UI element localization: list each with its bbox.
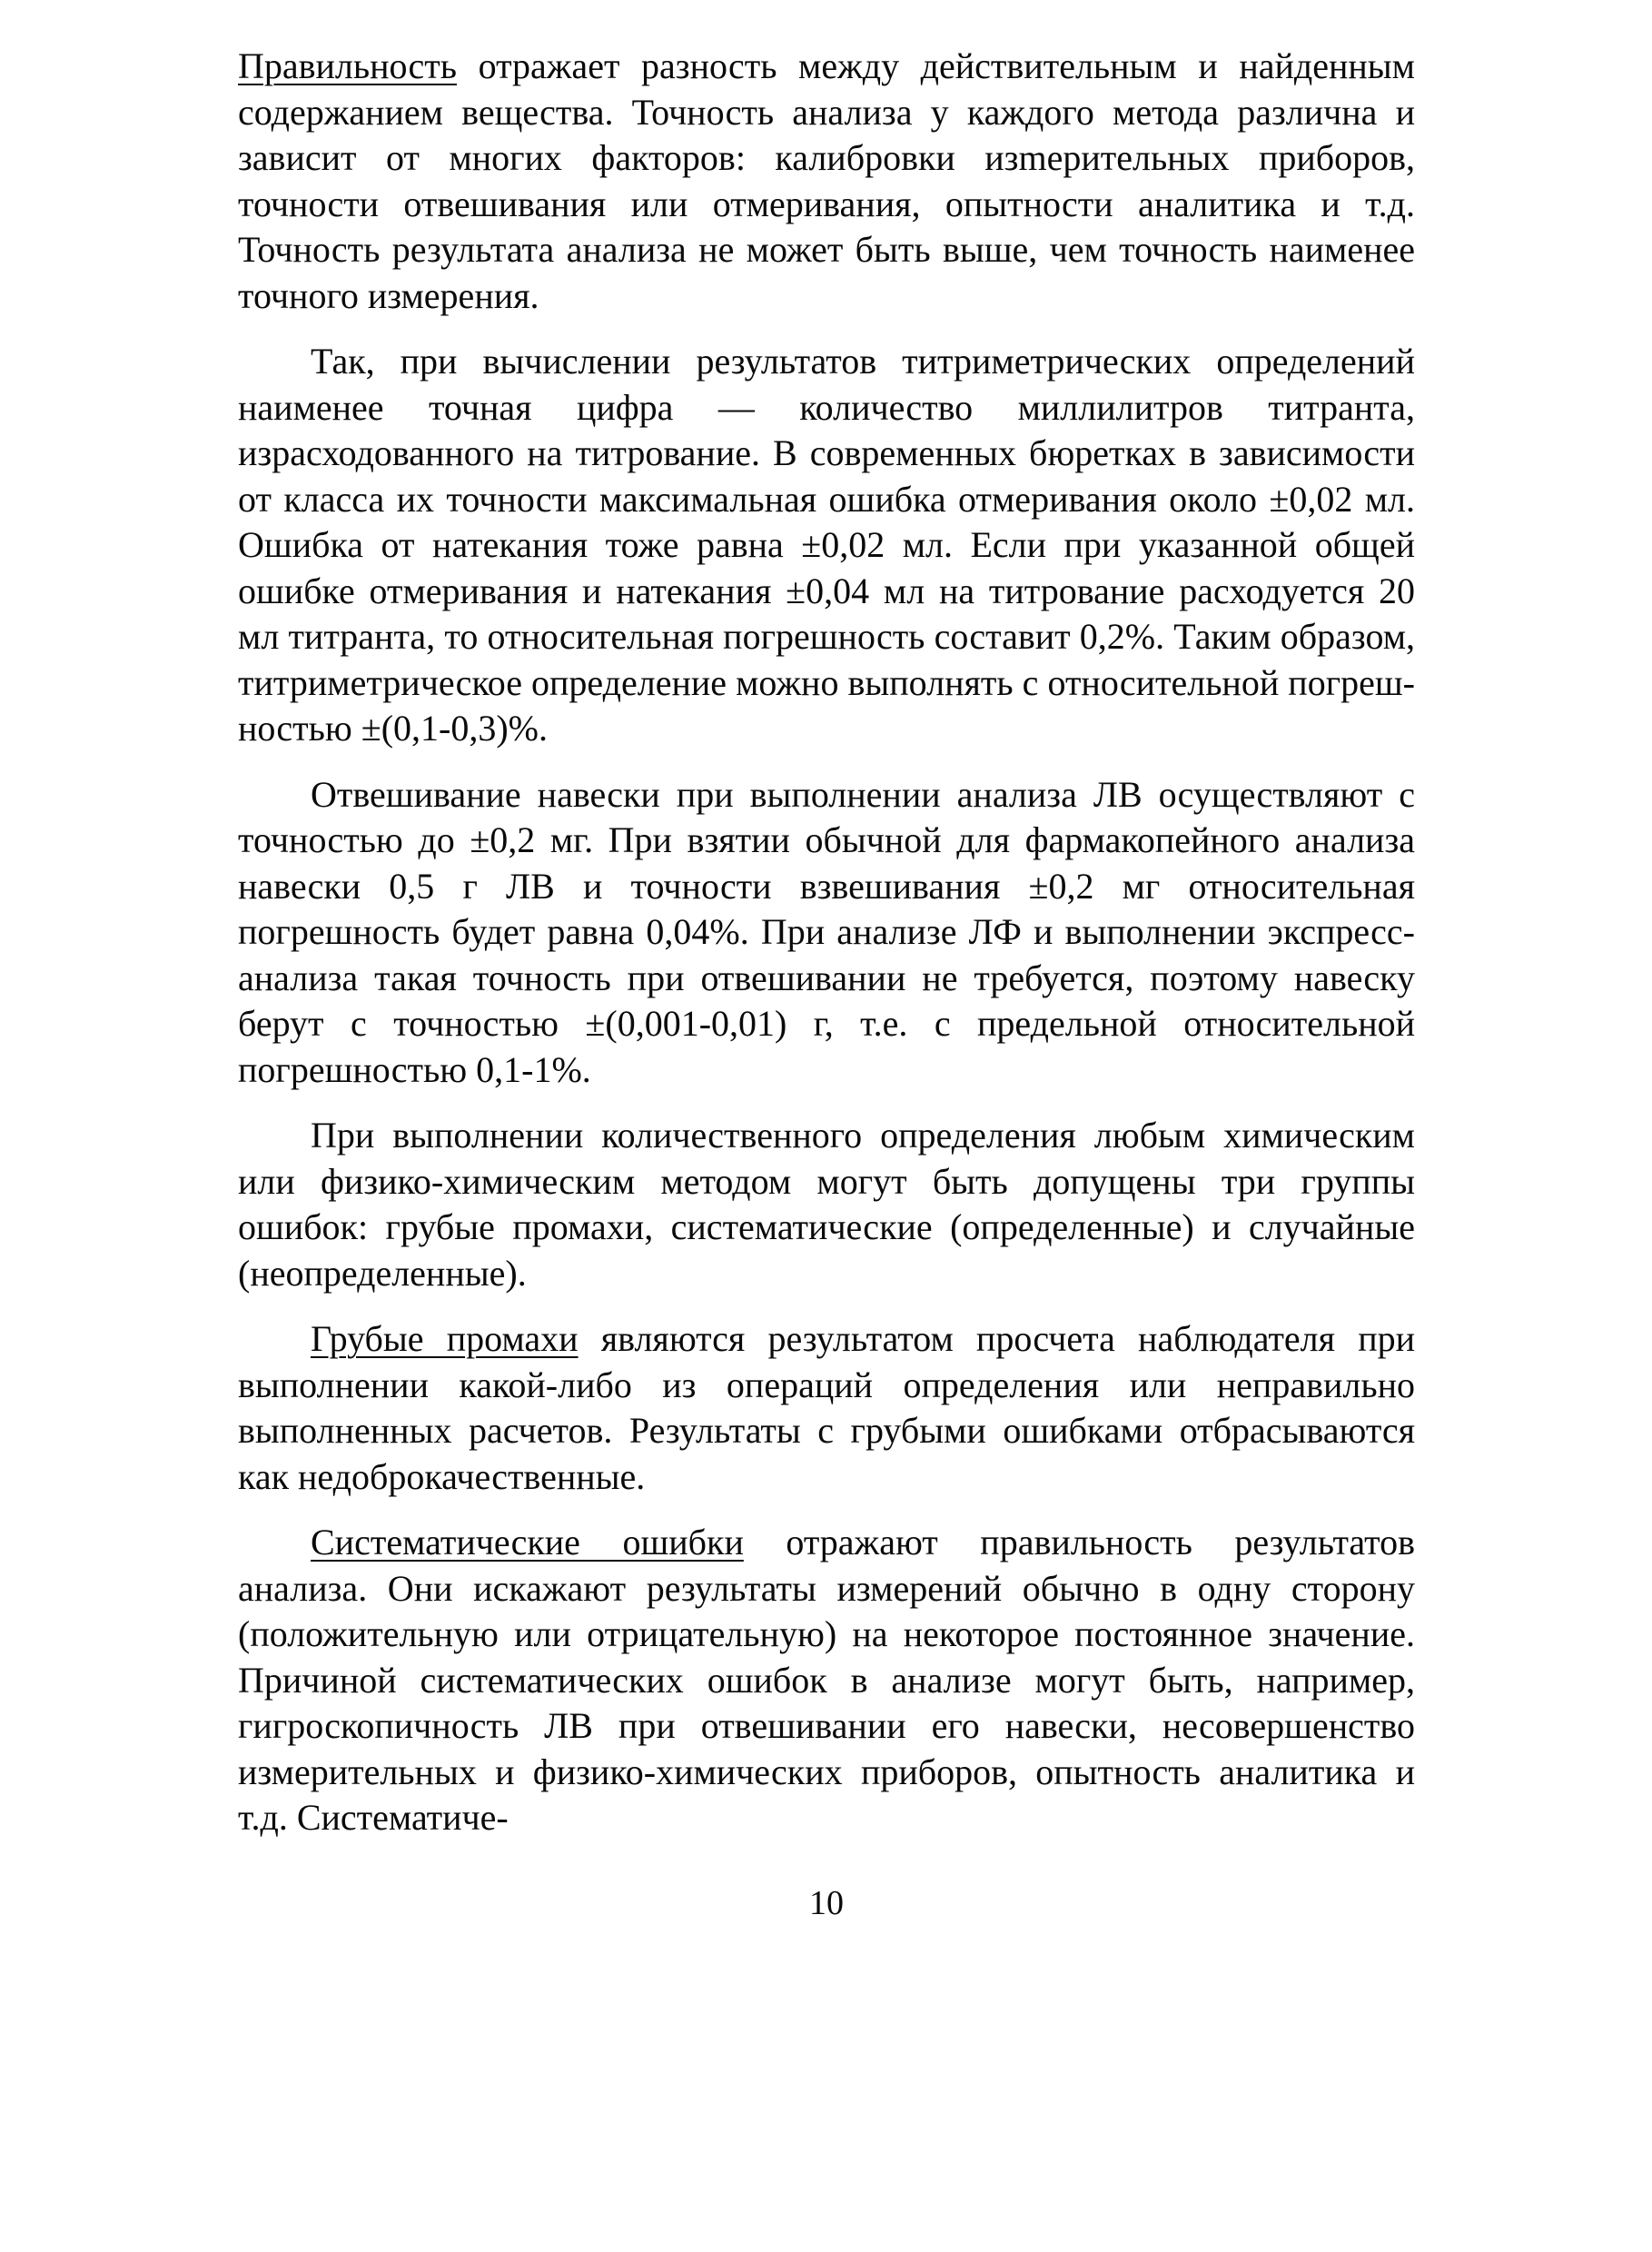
paragraph-systematic-errors-text: отражают правильность результатов анализа. Они искажают результаты измерений обычно в одну сторону (положительную или отрицательную) на некоторое постоянное значение. Причиной систематических ошибок в анализе могут быть, например, гигроскопичность ЛВ при отвешивании его навески, несовершенство измерительных и физико-химических приборов, опытность аналитика и т.д. Систематиче- [238,1522,1415,1838]
term-systematic-errors: Систематические ошибки [311,1522,744,1563]
paragraph-weighing-text: Отвешивание навески при выполнении анализа ЛВ осуществляют с точностью до ±0,2 мг. При взятии обычной для фармакопейного анализа навески 0,5 г ЛВ и точности взвешивания ±0,2 мг относительная погрешность будет равна 0,04%. При анализе ЛФ и выполнении экспресс-анализа такая точность при отвешивании не требуется, поэтому навеску берут с точностью ±(0,001-0,01) г, т.е. с предельной относительной погрешностью 0,1-1%. [238,773,1415,1090]
paragraph-accuracy-text: отражает разность между действительным и найденным содержанием вещества. Точность анализа у каждого метода различна и зависит от многих факторов: калибровки изmерительных приборов, точности отвешивания или отмеривания, опытности аналитика и т.д. Точность результата анализа не может быть выше, чем точность наименее точного измерения. [238,45,1415,316]
paragraph-weighing [238,772,1415,1094]
paragraph-titrimetry-text: Так, при вычислении результатов титриметрических определений наименее точная цифра — количество миллилитров титранта, израсходованного на титрование. В современных бюретках в зависимости от класса их точности максимальная ошибка отмеривания около ±0,02 мл. Ошибка от натекания тоже равна ±0,02 мл. Если при указанной общей ошибке отмеривания и натекания ±0,04 мл на титрование расходуется 20 мл титранта, то относительная погрешность составит 0,2%. Таким образом, титриметрическое определение можно выполнять с относительной погрешностью ±(0,1-0,3)%. [238,341,1415,749]
term-gross-errors: Грубые промахи [311,1318,579,1359]
paragraph-systematic-errors [238,1520,1415,1841]
paragraph-gross-errors-text: являются результатом просчета наблюдателя при выполнении какой-либо из операций определения или неправильно выполненных расчетов. Результаты с грубыми ошибками отбрасываются как недоброкачественные. [238,1318,1416,1497]
page-number: 10 [809,1884,844,1922]
paragraph-gross-errors [238,1316,1415,1500]
paragraph-error-groups [238,1113,1415,1296]
paragraph-titrimetry [238,339,1415,752]
paragraph-error-groups-text: При выполнении количественного определения любым химическим или физико-химическим методом могут быть допущены три группы ошибок: грубые промахи, систематические (определенные) и случайные (неопределенные). [238,1115,1415,1294]
page-body [238,44,1416,1922]
paragraph-accuracy [238,44,1415,319]
term-accuracy: Правильность [238,45,458,86]
